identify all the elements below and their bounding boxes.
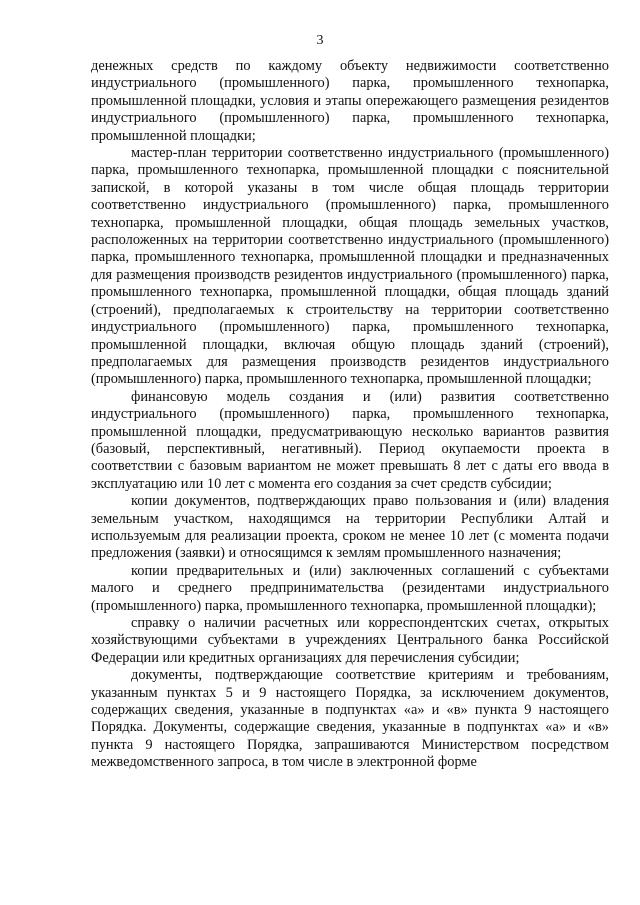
paragraph-sme-agreements: копии предварительных и (или) заключенных соглашений с субъектами малого и среднего предпринимательства (резидентами индустриального (промышленного) парка, промышленного технопарка, промышленной площадки); [91,562,609,614]
paragraph-land-documents: копии документов, подтверждающих право пользования и (или) владения земельным участком, находящимся на территории Республики Алтай и используемым для реализации проекта, сроком не менее 10 лет (с момента подачи предложения (заявки) и относящимся к землям промышленного назначения; [91,493,609,562]
page-number: 3 [316,33,324,48]
paragraph-funds-by-property: денежных средств по каждому объекту недвижимости соответственно индустриального (промышленного) парка, промышленного технопарка, промышленной площадки, условия и этапы опережающего размещения резидентов индустриального (промышленного) парка, промышленного технопарка, промышленной площадки; [91,58,609,144]
paragraph-master-plan: мастер-план территории соответственно индустриального (промышленного) парка, промышленного технопарка, промышленной площадки с пояснительной запиской, в которой указаны в том числе общая площадь территории соответственно индустриального (промышленного) парка, промышленного технопарка, промышленной площадки, общая площадь земельных участков, расположенных на территории соответственно индустриального (промышленного) парка, промышленного технопарка, промышленной площадки и предназначенных для размещения производств резидентов индустриального (промышленного) парка, промышленного технопарка, промышленной площадки, общая площадь зданий (строений), предполагаемых к строительству на территории соответственно индустриального (промышленного) парка, промышленного технопарка, промышленной площадки, включая общую площадь зданий (строений), предполагаемых для размещения производств резидентов индустриального (промышленного) парка, промышленного технопарка, промышленной площадки; [91,145,609,388]
paragraph-bank-accounts: справку о наличии расчетных или корреспондентских счетах, открытых хозяйствующими субъектами в учреждениях Центрального банка Российской Федерации или кредитных организациях для перечисления субсидии; [91,615,609,666]
paragraph-compliance-documents: документы, подтверждающие соответствие критериям и требованиям, указанным пунктах 5 и 9 настоящего Порядка, за исключением документов, содержащих сведения, указанные в подпунктах «а» и «в» пункта 9 настоящего Порядка. Документы, содержащие сведения, указанные в подпунктах «а» и «в» пункта 9 настоящего Порядка, запрашиваются Министерством посредством межведомственного запроса, в том числе в электронной форме [91,667,609,771]
paragraph-financial-model: финансовую модель создания и (или) развития соответственно индустриального (промышленного) парка, промышленного технопарка, промышленной площадки, предусматривающую несколько вариантов развития (базовый, перспективный, негативный). Период окупаемости проекта в соответствии с базовым вариантом не может превышать 8 лет с даты его ввода в эксплуатацию или 10 лет с момента его создания за счет средств субсидии; [91,388,609,492]
document-body [91,58,609,772]
